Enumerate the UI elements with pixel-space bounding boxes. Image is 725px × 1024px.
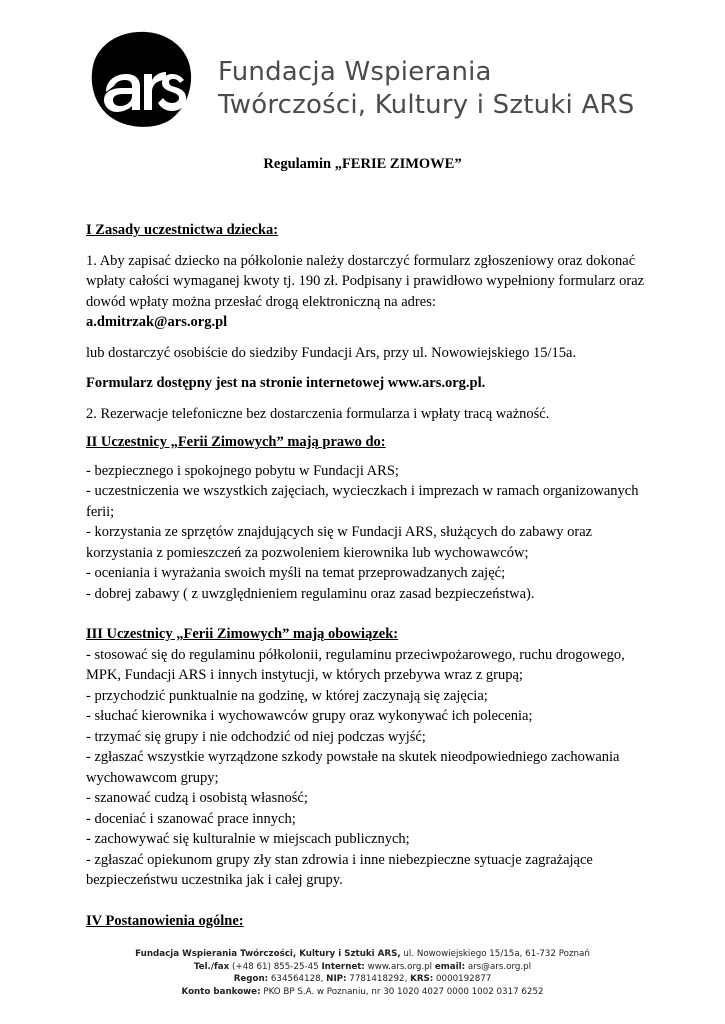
footer-krs: 0000192877	[433, 974, 492, 984]
org-name-line1: Fundacja Wspierania	[218, 57, 492, 87]
list-item: - oceniania i wyrażania swoich myśli na temat przeprowadzanych zajęć;	[86, 565, 506, 581]
section3-list	[86, 645, 646, 891]
footer-address: ul. Nowowiejskiego 15/15a, 61-732 Poznań	[400, 949, 590, 959]
list-item: - dobrej zabawy ( z uwzględnieniem regulaminu oraz zasad bezpieczeństwa).	[86, 585, 535, 602]
footer-regon: 634564128,	[268, 974, 327, 984]
footer-nip: 7781418292,	[346, 974, 411, 984]
footer-nip-label: NIP:	[326, 974, 347, 984]
organization-name	[218, 56, 634, 122]
footer-internet: www.ars.org.pl	[364, 961, 435, 972]
footer-line-address	[0, 948, 725, 961]
footer-bank: PKO BP S.A. w Poznaniu, nr 30 1020 4027 0000 1002 0317 6252	[260, 986, 544, 997]
footer-regon-label: Regon:	[233, 974, 269, 984]
section1-paragraph1: 1. Aby zapisać dziecko na półkolonie należy dostarczyć formularz zgłoszeniowy oraz dokonać wpłaty całości wymaganej kwoty tj. 190 zł. Podpisany i prawidłowo wypełniony formularz oraz dowód wpłaty można przesłać drogą elektroniczną na adres:	[86, 252, 645, 310]
list-item: - korzystania ze sprzętów znajdujących się w Fundacji ARS, służących do zabawy oraz korzystania z pomieszczeń za pozwoleniem kierownika lub wychowawców;	[86, 524, 593, 561]
list-item: - zachowywać się kulturalnie w miejscach publicznych;	[86, 831, 410, 847]
section1-heading: I Zasady uczestnictwa dziecka:	[86, 222, 279, 238]
section1-paragraph2: lub dostarczyć osobiście do siedziby Fundacji Ars, przy ul. Nowowiejskiego 15/15a.	[86, 344, 577, 361]
list-item: - bezpiecznego i spokojnego pobytu w Fundacji ARS;	[86, 462, 399, 479]
page-footer	[0, 948, 725, 998]
document-title: Regulamin „FERIE ZIMOWE”	[263, 156, 462, 172]
section1-paragraph4: 2. Rezerwacje telefoniczne bez dostarczenia formularza i wpłaty tracą ważność.	[86, 405, 550, 422]
footer-internet-label: Internet:	[321, 961, 365, 972]
footer-org-name: Fundacja Wspierania Twórczości, Kultury i Sztuki ARS,	[135, 949, 401, 959]
section2-list	[86, 461, 646, 605]
section1-paragraph3: Formularz dostępny jest na stronie internetowej www.ars.org.pl.	[86, 375, 486, 391]
section3-heading: III Uczestnicy „Ferii Zimowych” mają obowiązek:	[86, 626, 399, 642]
contact-email: a.dmitrzak@ars.org.pl	[86, 314, 228, 330]
list-item: - zgłaszać wszystkie wyrządzone szkody powstałe na skutek nieodpowiedniego zachowania wychowawcom grupy;	[86, 749, 620, 786]
footer-tel: (+48 61) 855-25-45	[229, 961, 322, 972]
footer-bank-label: Konto bankowe:	[181, 986, 261, 997]
ars-logo	[88, 30, 192, 128]
footer-tel-label: Tel./fax	[193, 961, 230, 972]
list-item: - szanować cudzą i osobistą własność;	[86, 790, 308, 806]
footer-line-registry	[0, 973, 725, 986]
document-body	[86, 220, 646, 931]
list-item: - słuchać kierownika i wychowawców grupy oraz wykonywać ich polecenia;	[86, 708, 533, 724]
list-item: - zgłaszać opiekunom grupy zły stan zdrowia i inne niebezpieczne sytuacje zagrażające bezpieczeństwu uczestnika jak i całej grupy.	[86, 851, 593, 888]
section2-heading: II Uczestnicy „Ferii Zimowych” mają prawo do:	[86, 434, 386, 450]
footer-krs-label: KRS:	[410, 974, 434, 984]
list-item: - stosować się do regulaminu półkolonii, regulaminu przeciwpożarowego, ruchu drogowego, MPK, Fundacji ARS i innych instytucji, w których przebywa wraz z grupą;	[86, 646, 625, 683]
footer-email: ars@ars.org.pl	[465, 961, 532, 972]
org-name-line2: Twórczości, Kultury i Sztuki ARS	[218, 90, 635, 120]
list-item: - trzymać się grupy i nie odchodzić od niej podczas wyjść;	[86, 728, 426, 745]
list-item: - przychodzić punktualnie na godzinę, w której zaczynają się zajęcia;	[86, 687, 488, 704]
footer-line-bank	[0, 986, 725, 999]
list-item: - doceniać i szanować prace innych;	[86, 810, 296, 827]
footer-email-label: email:	[434, 961, 466, 972]
section4-heading: IV Postanowienia ogólne:	[86, 912, 244, 929]
footer-line-contact	[0, 961, 725, 974]
list-item: - uczestniczenia we wszystkich zajęciach, wycieczkach i imprezach w ramach organizowanych ferii;	[86, 483, 639, 520]
